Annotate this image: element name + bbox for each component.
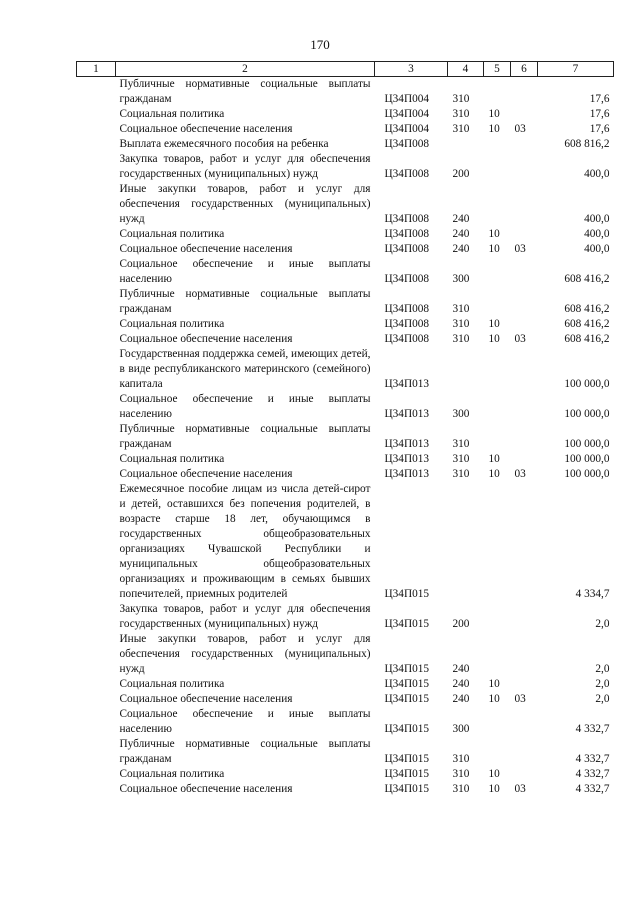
section-cell: 10 [488,123,500,135]
item-name-cell: Закупка товаров, работ и услуг для обеспечения государственных (муниципальных) нужд [119,153,371,180]
item-name-cell: Социальное обеспечение и иные выплаты населению [119,708,371,735]
amount-cell: 4 332,7 [575,783,610,795]
subsection-cell [511,107,538,122]
amount-cell: 2,0 [595,618,610,630]
amount-cell: 2,0 [595,678,610,690]
section-cell [484,422,511,452]
row-number-cell [77,332,116,347]
section-cell [484,137,511,152]
row-number-cell [77,392,116,422]
amount-cell: 100 000,0 [564,453,610,465]
table-row [77,602,614,632]
expense-type-cell: 310 [452,93,470,105]
table-row [77,707,614,737]
target-code-cell: Ц34П015 [384,618,430,630]
item-name-cell: Социальное обеспечение и иные выплаты населению [119,258,371,285]
expense-type-cell: 240 [452,693,470,705]
table-row [77,632,614,677]
table-row [77,317,614,332]
item-name-cell: Иные закупки товаров, работ и услуг для обеспечения государственных (муниципальных) нужд [119,633,371,675]
row-number-cell [77,107,116,122]
section-cell: 10 [488,243,500,255]
row-number-cell [77,287,116,317]
target-code-cell: Ц34П013 [384,438,430,450]
subsection-cell [511,677,538,692]
section-cell [484,707,511,737]
section-cell: 10 [488,783,500,795]
item-name-cell: Ежемесячное пособие лицам из числа детей-сирот и детей, оставшихся без попечения родителей, в возрасте старше 18 лет, обучающимся в государственных общеобразовательных организациях Чувашской Республики и муниципальных общеобразовательных организациях и проживающим в семьях бывших попечителей, приемных родителей [119,483,371,600]
target-code-cell: Ц34П015 [384,723,430,735]
subsection-cell [511,737,538,767]
amount-cell: 17,6 [589,108,610,120]
item-name-cell: Социальное обеспечение населения [119,243,293,255]
subsection-cell [511,137,538,152]
row-number-cell [77,677,116,692]
column-header-1: 1 [77,62,116,77]
subsection-cell [511,602,538,632]
row-number-cell [77,317,116,332]
row-number-cell [77,452,116,467]
expense-type-cell: 240 [452,243,470,255]
target-code-cell: Ц34П015 [384,693,430,705]
amount-cell: 608 416,2 [564,303,610,315]
column-header-2: 2 [116,62,375,77]
target-code-cell: Ц34П008 [384,318,430,330]
amount-cell: 4 332,7 [575,753,610,765]
row-number-cell [77,137,116,152]
section-cell: 10 [488,768,500,780]
budget-table [76,61,614,797]
row-number-cell [77,182,116,227]
subsection-cell [511,287,538,317]
subsection-cell [511,452,538,467]
table-row [77,122,614,137]
column-header-5: 5 [484,62,511,77]
section-cell [484,632,511,677]
amount-cell: 4 334,7 [575,588,610,600]
amount-cell: 100 000,0 [564,438,610,450]
target-code-cell: Ц34П004 [384,123,430,135]
amount-cell: 608 416,2 [564,333,610,345]
amount-cell: 17,6 [589,123,610,135]
section-cell: 10 [488,108,500,120]
row-number-cell [77,782,116,797]
table-row [77,182,614,227]
amount-cell: 4 332,7 [575,723,610,735]
target-code-cell: Ц34П008 [384,273,430,285]
row-number-cell [77,347,116,392]
subsection-cell [511,422,538,452]
row-number-cell [77,632,116,677]
subsection-cell [511,152,538,182]
item-name-cell: Выплата ежемесячного пособия на ребенка [119,138,329,150]
table-row [77,77,614,108]
item-name-cell: Социальное обеспечение населения [119,468,293,480]
expense-type-cell: 310 [452,783,470,795]
item-name-cell: Социальная политика [119,768,225,780]
row-number-cell [77,482,116,602]
column-header-6: 6 [511,62,538,77]
expense-type-cell: 310 [452,123,470,135]
amount-cell: 400,0 [584,168,610,180]
row-number-cell [77,77,116,108]
section-cell [484,77,511,108]
amount-cell: 400,0 [584,213,610,225]
target-code-cell: Ц34П015 [384,663,430,675]
section-cell [484,287,511,317]
table-row [77,137,614,152]
subsection-cell: 03 [514,693,526,705]
row-number-cell [77,467,116,482]
subsection-cell: 03 [514,123,526,135]
amount-cell: 400,0 [584,243,610,255]
table-row [77,482,614,602]
expense-type-cell: 310 [452,768,470,780]
expense-type-cell: 300 [452,408,470,420]
amount-cell: 400,0 [584,228,610,240]
expense-type-cell [448,137,484,152]
amount-cell: 608 816,2 [564,138,610,150]
target-code-cell: Ц34П008 [384,228,430,240]
target-code-cell: Ц34П015 [384,588,430,600]
section-cell [484,347,511,392]
section-cell: 10 [488,228,500,240]
table-row [77,347,614,392]
amount-cell: 100 000,0 [564,378,610,390]
expense-type-cell: 310 [452,468,470,480]
column-header-7: 7 [538,62,614,77]
section-cell: 10 [488,693,500,705]
target-code-cell: Ц34П013 [384,468,430,480]
row-number-cell [77,152,116,182]
section-cell: 10 [488,468,500,480]
table-row [77,242,614,257]
target-code-cell: Ц34П008 [384,243,430,255]
subsection-cell [511,227,538,242]
section-cell [484,602,511,632]
amount-cell: 2,0 [595,663,610,675]
amount-cell: 100 000,0 [564,408,610,420]
table-row [77,422,614,452]
section-cell: 10 [488,453,500,465]
row-number-cell [77,767,116,782]
table-row [77,152,614,182]
expense-type-cell: 310 [452,108,470,120]
item-name-cell: Публичные нормативные социальные выплаты гражданам [119,738,371,765]
expense-type-cell [448,347,484,392]
target-code-cell: Ц34П008 [384,213,430,225]
target-code-cell: Ц34П008 [384,138,430,150]
target-code-cell: Ц34П015 [384,783,430,795]
section-cell: 10 [488,318,500,330]
expense-type-cell [448,482,484,602]
row-number-cell [77,692,116,707]
target-code-cell: Ц34П013 [384,408,430,420]
table-body [77,77,614,798]
item-name-cell: Социальное обеспечение населения [119,783,293,795]
expense-type-cell: 310 [452,438,470,450]
table-row [77,257,614,287]
table-row [77,227,614,242]
item-name-cell: Государственная поддержка семей, имеющих детей, в виде республиканского материнского (семейного) капитала [119,348,371,390]
subsection-cell: 03 [514,333,526,345]
item-name-cell: Социальное обеспечение населения [119,123,293,135]
target-code-cell: Ц34П008 [384,303,430,315]
table-row [77,467,614,482]
subsection-cell [511,182,538,227]
target-code-cell: Ц34П008 [384,168,430,180]
item-name-cell: Публичные нормативные социальные выплаты гражданам [119,78,371,105]
target-code-cell: Ц34П004 [384,93,430,105]
item-name-cell: Публичные нормативные социальные выплаты гражданам [119,288,371,315]
target-code-cell: Ц34П008 [384,333,430,345]
item-name-cell: Иные закупки товаров, работ и услуг для обеспечения государственных (муниципальных) нужд [119,183,371,225]
expense-type-cell: 240 [452,678,470,690]
expense-type-cell: 200 [452,618,470,630]
amount-cell: 608 416,2 [564,318,610,330]
row-number-cell [77,257,116,287]
table-row [77,737,614,767]
subsection-cell [511,632,538,677]
expense-type-cell: 200 [452,168,470,180]
target-code-cell: Ц34П013 [384,453,430,465]
table-row [77,767,614,782]
item-name-cell: Социальная политика [119,318,225,330]
row-number-cell [77,707,116,737]
table-row [77,332,614,347]
item-name-cell: Социальное обеспечение и иные выплаты населению [119,393,371,420]
row-number-cell [77,737,116,767]
subsection-cell [511,707,538,737]
section-cell [484,257,511,287]
subsection-cell [511,347,538,392]
amount-cell: 17,6 [589,93,610,105]
section-cell [484,482,511,602]
table-row [77,692,614,707]
section-cell [484,152,511,182]
section-cell [484,392,511,422]
amount-cell: 2,0 [595,693,610,705]
item-name-cell: Публичные нормативные социальные выплаты гражданам [119,423,371,450]
item-name-cell: Социальное обеспечение населения [119,333,293,345]
table-row [77,452,614,467]
subsection-cell: 03 [514,783,526,795]
column-header-4: 4 [448,62,484,77]
table-row [77,107,614,122]
table-row [77,782,614,797]
target-code-cell: Ц34П004 [384,108,430,120]
subsection-cell: 03 [514,243,526,255]
expense-type-cell: 310 [452,318,470,330]
subsection-cell [511,257,538,287]
column-header-3: 3 [375,62,448,77]
target-code-cell: Ц34П015 [384,753,430,765]
row-number-cell [77,422,116,452]
section-cell: 10 [488,678,500,690]
subsection-cell [511,767,538,782]
subsection-cell [511,482,538,602]
subsection-cell [511,77,538,108]
expense-type-cell: 240 [452,213,470,225]
section-cell [484,182,511,227]
target-code-cell: Ц34П015 [384,768,430,780]
page-number: 170 [310,37,330,52]
subsection-cell [511,392,538,422]
expense-type-cell: 310 [452,333,470,345]
item-name-cell: Социальная политика [119,108,225,120]
table-row [77,677,614,692]
section-cell [484,737,511,767]
row-number-cell [77,122,116,137]
target-code-cell: Ц34П015 [384,678,430,690]
expense-type-cell: 240 [452,663,470,675]
expense-type-cell: 310 [452,753,470,765]
subsection-cell: 03 [514,468,526,480]
expense-type-cell: 310 [452,453,470,465]
item-name-cell: Социальное обеспечение населения [119,693,293,705]
expense-type-cell: 300 [452,273,470,285]
section-cell: 10 [488,333,500,345]
row-number-cell [77,602,116,632]
target-code-cell: Ц34П013 [384,378,430,390]
expense-type-cell: 310 [452,303,470,315]
table-row [77,392,614,422]
item-name-cell: Социальная политика [119,228,225,240]
subsection-cell [511,317,538,332]
row-number-cell [77,242,116,257]
amount-cell: 100 000,0 [564,468,610,480]
expense-type-cell: 300 [452,723,470,735]
item-name-cell: Социальная политика [119,678,225,690]
amount-cell: 608 416,2 [564,273,610,285]
item-name-cell: Закупка товаров, работ и услуг для обеспечения государственных (муниципальных) нужд [119,603,371,630]
table-header-row [77,62,614,77]
item-name-cell: Социальная политика [119,453,225,465]
expense-type-cell: 240 [452,228,470,240]
amount-cell: 4 332,7 [575,768,610,780]
table-row [77,287,614,317]
row-number-cell [77,227,116,242]
